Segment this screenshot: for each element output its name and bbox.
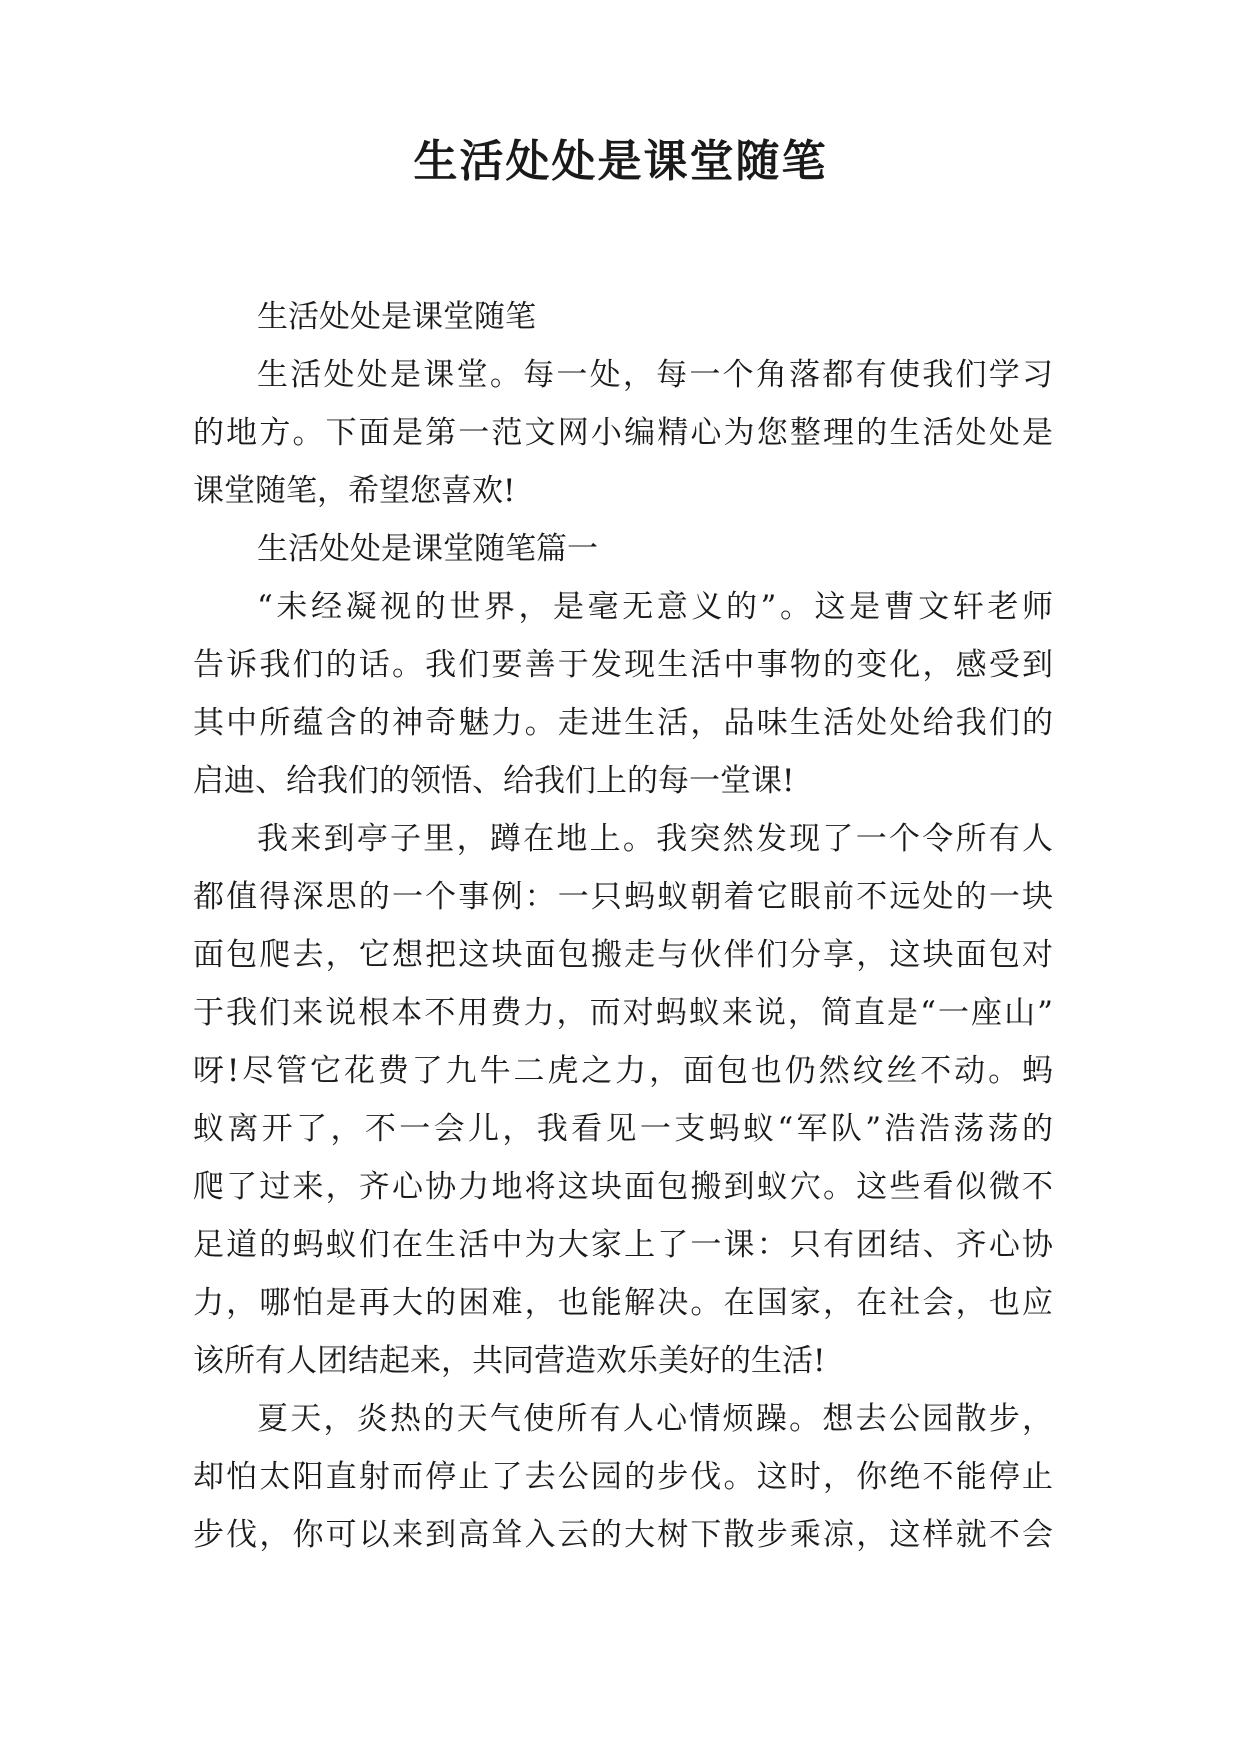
text-line: 生活处处是课堂。每一处，每一个角落都有使我们学习 [257, 357, 1053, 393]
section-heading: 生活处处是课堂随笔篇一 [257, 531, 598, 567]
text-line: 蚁离开了，不一会儿，我看见一支蚂蚁“军队”浩浩荡荡的 [193, 1111, 1053, 1147]
text-line: 却怕太阳直射而停止了去公园的步伐。这时，你绝不能停止 [193, 1459, 1053, 1495]
document-title: 生活处处是课堂随笔 [413, 136, 828, 187]
text-line: 面包爬去，它想把这块面包搬走与伙伴们分享，这块面包对 [193, 937, 1053, 973]
document-body [193, 288, 1053, 1564]
text-line: 告诉我们的话。我们要善于发现生活中事物的变化，感受到 [193, 647, 1053, 683]
text-line: 该所有人团结起来，共同营造欢乐美好的生活! [193, 1343, 826, 1379]
text-line: 爬了过来，齐心协力地将这块面包搬到蚁穴。这些看似微不 [193, 1169, 1053, 1205]
text-line: 力，哪怕是再大的困难，也能解决。在国家，在社会，也应 [193, 1285, 1053, 1321]
text-line: 其中所蕴含的神奇魅力。走进生活，品味生活处处给我们的 [193, 705, 1053, 741]
text-line: 都值得深思的一个事例：一只蚂蚁朝着它眼前不远处的一块 [193, 879, 1053, 915]
section-heading: 生活处处是课堂随笔 [257, 299, 536, 335]
text-line: 呀!尽管它花费了九牛二虎之力，面包也仍然纹丝不动。蚂 [193, 1053, 1053, 1089]
text-line: 于我们来说根本不用费力，而对蚂蚁来说，简直是“一座山” [193, 995, 1053, 1031]
text-line: 我来到亭子里，蹲在地上。我突然发现了一个令所有人 [257, 821, 1053, 857]
text-line: “未经凝视的世界，是毫无意义的”。这是曹文轩老师 [257, 589, 1053, 625]
text-line: 夏天，炎热的天气使所有人心情烦躁。想去公园散步， [257, 1401, 1053, 1437]
text-line: 课堂随笔，希望您喜欢! [193, 473, 516, 509]
text-line: 步伐，你可以来到高耸入云的大树下散步乘凉，这样就不会 [193, 1517, 1053, 1553]
text-line: 的地方。下面是第一范文网小编精心为您整理的生活处处是 [193, 415, 1053, 451]
text-line: 启迪、给我们的领悟、给我们上的每一堂课! [193, 763, 795, 799]
text-line: 足道的蚂蚁们在生活中为大家上了一课：只有团结、齐心协 [193, 1227, 1053, 1263]
